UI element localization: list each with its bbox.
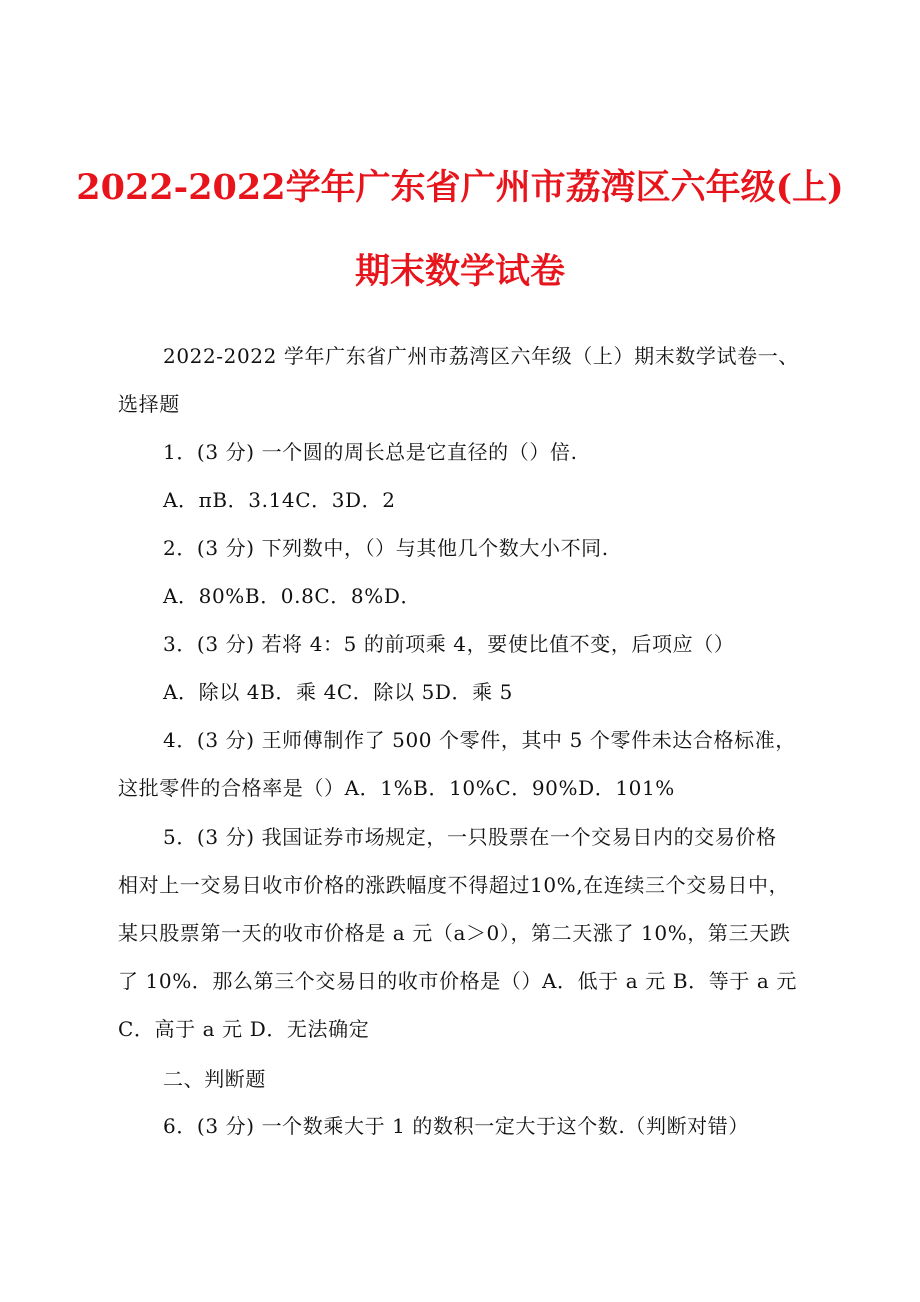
text-line: 相对上一交易日收市价格的涨跌幅度不得超过10%,在连续三个交易日中， (118, 873, 790, 897)
text-line: 2．(3 分) 下列数中，（）与其他几个数大小不同. (163, 536, 609, 560)
text-line: A．80%B．0.8C．8%D． (163, 584, 422, 608)
text-line: C．高于 a 元 D．无法确定 (118, 1017, 370, 1041)
title-line-1: 2022-2022学年广东省广州市荔湾区六年级(上) (76, 167, 844, 208)
text-line: 2022-2022 学年广东省广州市荔湾区六年级（上）期末数学试卷一、 (163, 344, 799, 368)
text-line: 4．(3 分) 王师傅制作了 500 个零件，其中 5 个零件未达合格标准， (163, 728, 796, 752)
text-line: 1．(3 分) 一个圆的周长总是它直径的（）倍. (163, 440, 578, 464)
text-line: 选择题 (118, 392, 180, 416)
text-line: 某只股票第一天的收市价格是 a 元（a＞0），第二天涨了 10%，第三天跌 (118, 921, 791, 945)
text-line: 5．(3 分) 我国证券市场规定，一只股票在一个交易日内的交易价格 (163, 825, 777, 849)
title-line-2: 期末数学试卷 (354, 251, 565, 292)
text-line: 二、判断题 (163, 1067, 266, 1091)
text-line: 了 10%．那么第三个交易日的收市价格是（）A．低于 a 元 B．等于 a 元 (118, 969, 797, 993)
text-line: 3．(3 分) 若将 4：5 的前项乘 4，要使比值不变，后项应（） (163, 632, 735, 656)
text-line: A．πB．3.14C．3D．2 (163, 488, 396, 512)
text-line: 这批零件的合格率是（）A．1%B．10%C．90%D．101% (118, 776, 675, 800)
text-line: 6．(3 分) 一个数乘大于 1 的数积一定大于这个数.（判断对错） (163, 1114, 749, 1138)
text-line: A．除以 4B．乘 4C．除以 5D．乘 5 (163, 680, 514, 704)
